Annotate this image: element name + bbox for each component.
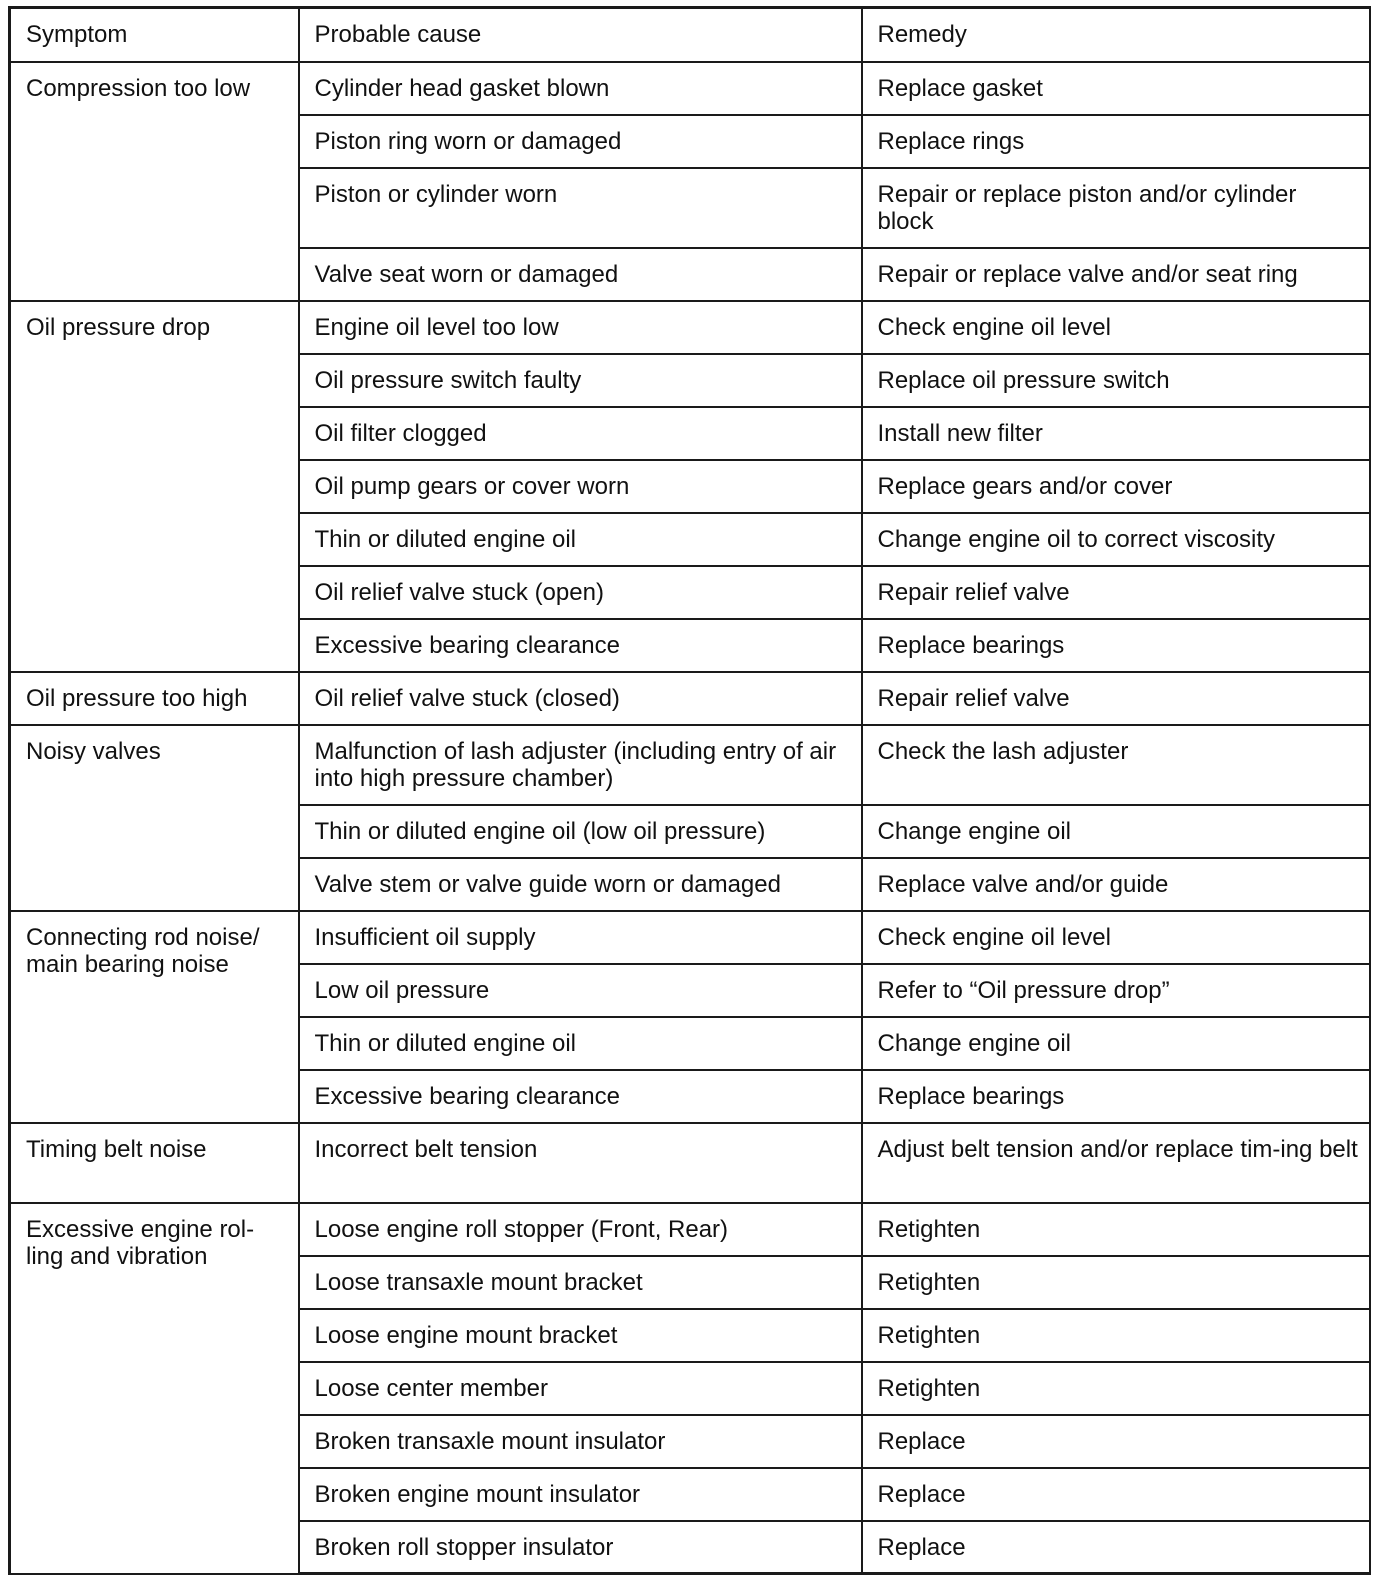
remedy-cell: Repair relief valve xyxy=(862,566,1370,619)
symptom-cell: Excessive engine rol-ling and vibration xyxy=(10,1203,299,1574)
remedy-cell: Replace xyxy=(862,1468,1370,1521)
remedy-cell: Replace xyxy=(862,1521,1370,1574)
remedy-cell: Retighten xyxy=(862,1362,1370,1415)
remedy-cell: Replace oil pressure switch xyxy=(862,354,1370,407)
symptom-cell: Noisy valves xyxy=(10,725,299,911)
cause-cell: Broken engine mount insulator xyxy=(299,1468,862,1521)
table-row xyxy=(10,301,1370,354)
table-row xyxy=(10,1123,1370,1203)
cause-cell: Oil relief valve stuck (closed) xyxy=(299,672,862,725)
cause-cell: Engine oil level too low xyxy=(299,301,862,354)
remedy-cell: Repair relief valve xyxy=(862,672,1370,725)
remedy-cell: Check engine oil level xyxy=(862,301,1370,354)
cause-cell: Oil filter clogged xyxy=(299,407,862,460)
cause-cell: Incorrect belt tension xyxy=(299,1123,862,1203)
cause-cell: Thin or diluted engine oil (low oil pressure) xyxy=(299,805,862,858)
remedy-cell: Replace xyxy=(862,1415,1370,1468)
remedy-cell: Check the lash adjuster xyxy=(862,725,1370,805)
cause-cell: Broken roll stopper insulator xyxy=(299,1521,862,1574)
symptom-cell: Connecting rod noise/ main bearing noise xyxy=(10,911,299,1123)
cause-cell: Insufficient oil supply xyxy=(299,911,862,964)
symptom-cell: Timing belt noise xyxy=(10,1123,299,1203)
symptom-cell: Oil pressure drop xyxy=(10,301,299,672)
remedy-cell: Replace gears and/or cover xyxy=(862,460,1370,513)
cause-cell: Malfunction of lash adjuster (including entry of air into high pressure chamber) xyxy=(299,725,862,805)
cause-cell: Loose engine mount bracket xyxy=(299,1309,862,1362)
table-header-row xyxy=(10,8,1370,62)
remedy-cell: Repair or replace piston and/or cylinder block xyxy=(862,168,1370,248)
cause-cell: Valve seat worn or damaged xyxy=(299,248,862,301)
cause-cell: Oil pump gears or cover worn xyxy=(299,460,862,513)
symptom-cell: Compression too low xyxy=(10,62,299,301)
remedy-cell: Change engine oil to correct viscosity xyxy=(862,513,1370,566)
header-remedy: Remedy xyxy=(862,8,1370,62)
cause-cell: Loose transaxle mount bracket xyxy=(299,1256,862,1309)
cause-cell: Oil relief valve stuck (open) xyxy=(299,566,862,619)
cause-cell: Excessive bearing clearance xyxy=(299,1070,862,1123)
remedy-cell: Replace valve and/or guide xyxy=(862,858,1370,911)
cause-cell: Thin or diluted engine oil xyxy=(299,513,862,566)
cause-cell: Oil pressure switch faulty xyxy=(299,354,862,407)
cause-cell: Loose center member xyxy=(299,1362,862,1415)
remedy-cell: Replace gasket xyxy=(862,62,1370,115)
cause-cell: Cylinder head gasket blown xyxy=(299,62,862,115)
cause-cell: Valve stem or valve guide worn or damaged xyxy=(299,858,862,911)
remedy-cell: Adjust belt tension and/or replace tim-ing belt xyxy=(862,1123,1370,1203)
remedy-cell: Repair or replace valve and/or seat ring xyxy=(862,248,1370,301)
remedy-cell: Check engine oil level xyxy=(862,911,1370,964)
remedy-cell: Retighten xyxy=(862,1203,1370,1256)
table-row xyxy=(10,62,1370,115)
remedy-cell: Install new filter xyxy=(862,407,1370,460)
troubleshooting-table xyxy=(8,6,1371,1575)
cause-cell: Loose engine roll stopper (Front, Rear) xyxy=(299,1203,862,1256)
remedy-cell: Retighten xyxy=(862,1256,1370,1309)
table-row xyxy=(10,672,1370,725)
remedy-cell: Replace bearings xyxy=(862,619,1370,672)
remedy-cell: Replace rings xyxy=(862,115,1370,168)
cause-cell: Low oil pressure xyxy=(299,964,862,1017)
remedy-cell: Refer to “Oil pressure drop” xyxy=(862,964,1370,1017)
table-row xyxy=(10,1203,1370,1256)
header-symptom: Symptom xyxy=(10,8,299,62)
cause-cell: Excessive bearing clearance xyxy=(299,619,862,672)
table-row xyxy=(10,725,1370,805)
header-probable-cause: Probable cause xyxy=(299,8,862,62)
remedy-cell: Retighten xyxy=(862,1309,1370,1362)
cause-cell: Thin or diluted engine oil xyxy=(299,1017,862,1070)
remedy-cell: Change engine oil xyxy=(862,805,1370,858)
cause-cell: Piston or cylinder worn xyxy=(299,168,862,248)
table-row xyxy=(10,911,1370,964)
symptom-cell: Oil pressure too high xyxy=(10,672,299,725)
remedy-cell: Change engine oil xyxy=(862,1017,1370,1070)
cause-cell: Piston ring worn or damaged xyxy=(299,115,862,168)
cause-cell: Broken transaxle mount insulator xyxy=(299,1415,862,1468)
remedy-cell: Replace bearings xyxy=(862,1070,1370,1123)
